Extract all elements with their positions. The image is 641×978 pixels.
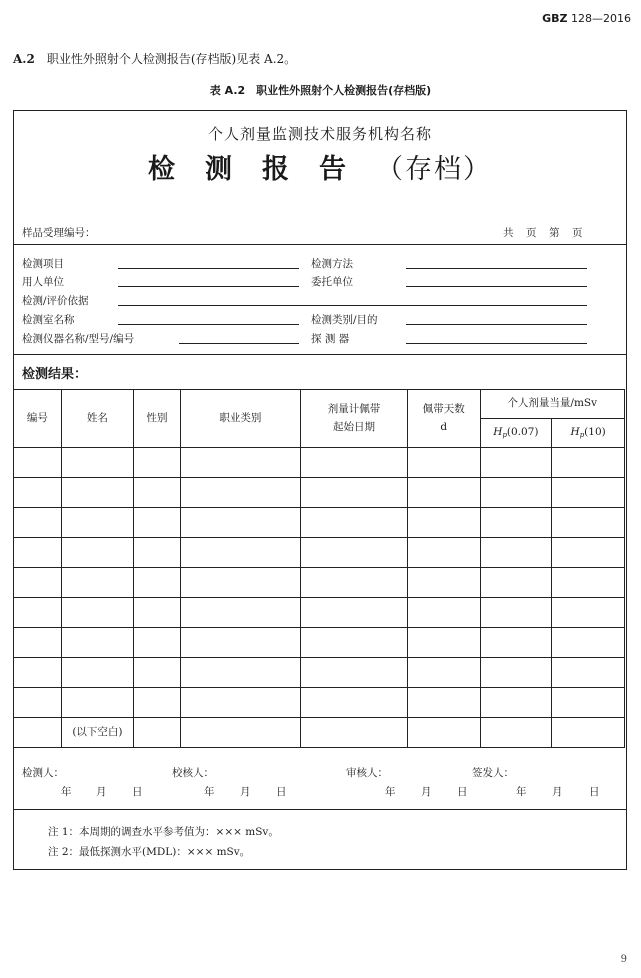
reviewer-day: 日 [457,786,468,798]
tester-day: 日 [132,786,143,798]
table-row [14,628,625,658]
reviewer-month: 月 [421,786,432,798]
clause-number: A.2 [13,52,35,66]
header-start-date: 剂量计佩带 起始日期 [300,390,407,448]
checker-label: 校核人： [172,767,214,779]
standard-code: GBZ 128—2016 [542,12,631,25]
table-row [14,538,625,568]
reviewer-label: 审核人： [346,767,388,779]
table-row [14,718,625,748]
test-method-label: 检测方法 [311,258,353,270]
header-wearing-days: 佩带天数 d [408,390,480,448]
table-row [14,658,625,688]
header-hp-10: $H_p(10)$ [552,419,625,448]
header-occupation: 职业类别 [180,390,300,448]
instrument-label: 检测仪器名称/型号/编号 [22,333,135,345]
table-row [14,688,625,718]
checker-day: 日 [276,786,287,798]
issuer-year: 年 [516,786,527,798]
tester-label: 检测人： [22,767,64,779]
table-row [14,478,625,508]
client-label: 委托单位 [311,276,353,288]
reviewer-year: 年 [385,786,396,798]
table-caption: 表 A.2 职业性外照射个人检测报告(存档版) [209,84,432,97]
page-number: 9 [620,954,627,965]
test-category-label: 检测类别/目的 [311,314,378,326]
header-number: 编号 [14,390,62,448]
issuer-day: 日 [589,786,600,798]
blank-below-marker: (以下空白) [61,718,134,748]
table-row [14,448,625,478]
divider [14,809,626,810]
test-item-field[interactable] [118,268,299,269]
header-dose-equivalent: 个人剂量当量/mSv [480,390,625,419]
report-form [13,110,627,870]
header-sex: 性别 [134,390,181,448]
issuer-month: 月 [552,786,563,798]
note-1: 注 1：本周期的调查水平参考值为：××× mSv。 [48,826,279,838]
intro-text: 职业性外照射个人检测报告(存档版)见表 A.2。 [46,52,297,66]
lab-name-field[interactable] [118,324,299,325]
report-title: 检测报告（存档） [148,154,492,185]
detector-label: 探 测 器 [311,333,350,345]
checker-year: 年 [204,786,215,798]
issuer-label: 签发人： [472,767,514,779]
divider [14,244,626,245]
table-row [14,568,625,598]
table-row [14,598,625,628]
test-method-field[interactable] [406,268,587,269]
tester-month: 月 [96,786,107,798]
header-name: 姓名 [61,390,134,448]
instrument-field[interactable] [179,343,299,344]
tester-year: 年 [61,786,72,798]
header-hp-007: $H_p(0.07)$ [480,419,552,448]
detector-field[interactable] [406,343,587,344]
test-item-label: 检测项目 [22,258,64,270]
results-title: 检测结果： [22,367,88,382]
lab-name-label: 检测室名称 [22,314,75,326]
employer-label: 用人单位 [22,276,64,288]
results-table [13,389,625,748]
basis-label: 检测/评价依据 [22,295,89,307]
checker-month: 月 [240,786,251,798]
table-row [14,508,625,538]
client-field[interactable] [406,286,587,287]
basis-field[interactable] [118,305,587,306]
divider [14,354,626,355]
test-category-field[interactable] [406,324,587,325]
note-2: 注 2：最低探测水平(MDL)：××× mSv。 [48,846,251,858]
intro-paragraph [13,50,296,67]
org-name: 个人剂量监测技术服务机构名称 [207,125,432,143]
page-count-label: 共 页 第 页 [503,227,584,239]
sample-number-label: 样品受理编号： [22,227,96,239]
employer-field[interactable] [118,286,299,287]
